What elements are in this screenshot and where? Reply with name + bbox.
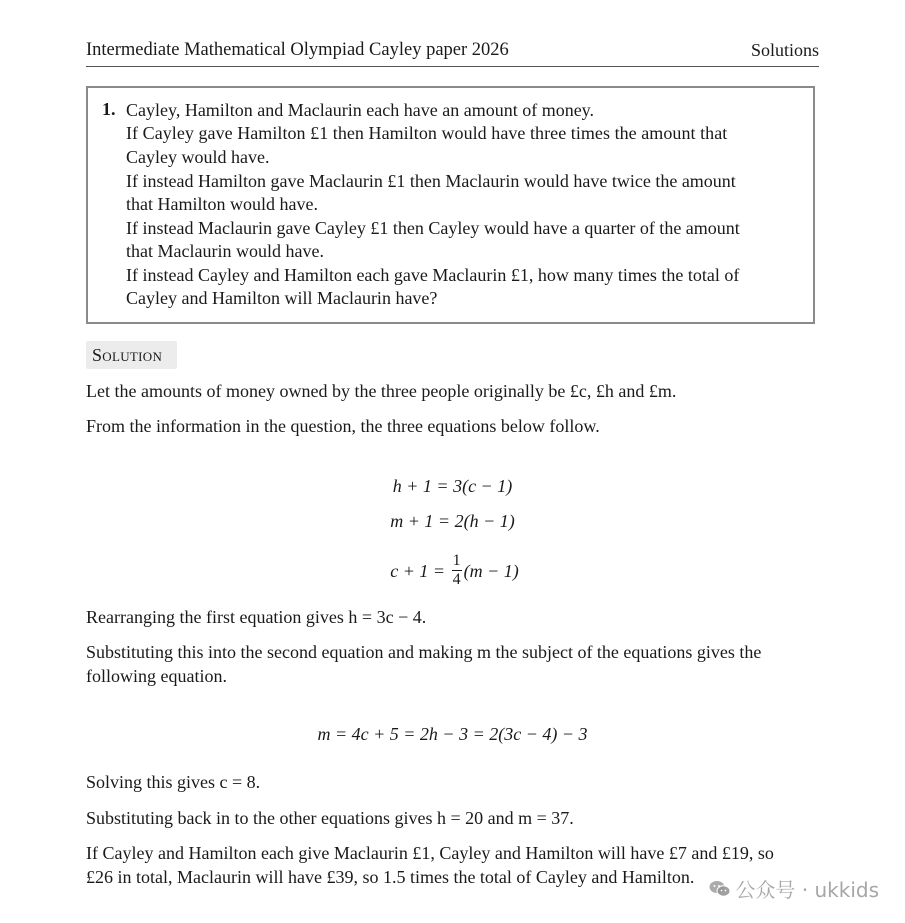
question-line: If instead Cayley and Hamilton each gave Maclaurin £1, how many times the total of <box>126 265 740 285</box>
equation-1: h + 1 = 3(c − 1) <box>392 476 513 496</box>
solution-label: Solution <box>86 341 177 369</box>
solution-paragraph: From the information in the question, the three equations below follow. <box>86 416 600 436</box>
solution-paragraph: £26 in total, Maclaurin will have £39, so 1.5 times the total of Cayley and Hamilton. <box>86 867 695 887</box>
header-title: Intermediate Mathematical Olympiad Cayley paper 2026 <box>86 40 509 60</box>
watermark: 公众号 · ukkids <box>709 874 879 904</box>
solution-paragraph: Solving this gives c = 8. <box>86 772 261 792</box>
question-line: If instead Hamilton gave Maclaurin £1 then Maclaurin would have twice the amount <box>126 171 736 191</box>
page-header <box>86 38 819 67</box>
question-line: Cayley would have. <box>126 147 270 167</box>
solution-paragraph: Substituting this into the second equation and making m the subject of the equations gives the <box>86 642 762 662</box>
solution-paragraph: following equation. <box>86 666 227 686</box>
equation-2: m + 1 = 2(h − 1) <box>390 511 515 531</box>
header-section: Solutions <box>750 40 819 60</box>
solution-paragraph: Rearranging the first equation gives h = 3c − 4. <box>86 607 427 627</box>
equation-4: m = 4c + 5 = 2h − 3 = 2(3c − 4) − 3 <box>317 724 588 744</box>
solution-paragraph: Substituting back in to the other equations gives h = 20 and m = 37. <box>86 808 574 828</box>
question-line: that Maclaurin would have. <box>126 241 324 261</box>
question-line: If Cayley gave Hamilton £1 then Hamilton would have three times the amount that <box>126 123 728 143</box>
question-line: that Hamilton would have. <box>126 194 318 214</box>
fraction: $\frac{1}{4}$ <box>452 552 461 588</box>
question-box <box>86 86 815 324</box>
solution-paragraph: If Cayley and Hamilton each give Maclaurin £1, Cayley and Hamilton will have £7 and £19, so <box>86 843 774 863</box>
question-line: If instead Maclaurin gave Cayley £1 then Cayley would have a quarter of the amount <box>126 218 740 238</box>
question-line: Cayley, Hamilton and Maclaurin each have an amount of money. <box>126 100 595 120</box>
solution-paragraph: Let the amounts of money owned by the three people originally be £c, £h and £m. <box>86 381 677 401</box>
wechat-icon <box>709 879 731 903</box>
question-line: Cayley and Hamilton will Maclaurin have? <box>126 288 438 308</box>
equation-3: c + 1 = $\frac{1}{4}$ (m − 1) <box>390 552 519 588</box>
question-number: 1. <box>102 99 116 119</box>
